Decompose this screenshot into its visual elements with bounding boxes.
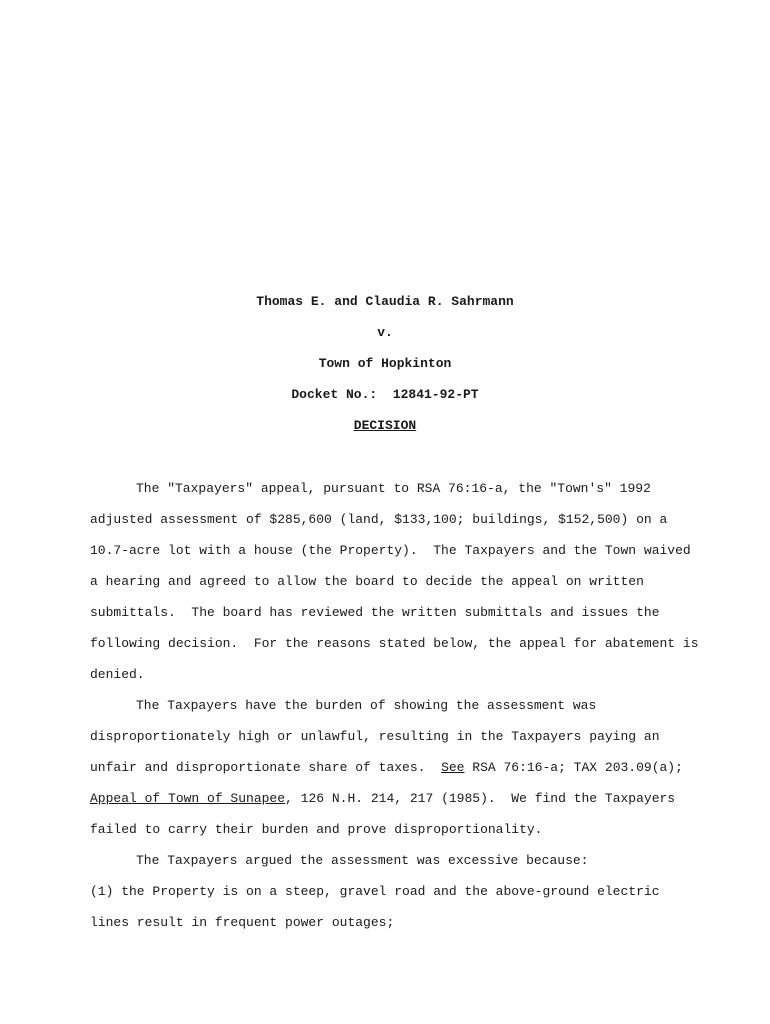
paragraph-2-line-4 xyxy=(90,791,675,807)
paragraph-1-line-5: submittals. The board has reviewed the written submittals and issues the xyxy=(90,605,660,620)
decision-title: DECISION xyxy=(353,418,417,433)
paragraph-1-line-6: following decision. For the reasons stated below, the appeal for abatement is xyxy=(90,636,699,651)
paragraph-2-line-4-end: , 126 N.H. 214, 217 (1985). We find the Taxpayers xyxy=(285,791,676,806)
respondent-name: Town of Hopkinton xyxy=(318,356,452,371)
docket-number: Docket No.: 12841-92-PT xyxy=(291,387,479,402)
paragraph-2-line-3-start: unfair and disproportionate share of taxes. xyxy=(90,760,442,775)
paragraph-1-line-3: 10.7-acre lot with a house (the Property). The Taxpayers and the Town waived xyxy=(90,543,691,558)
paragraph-3-line-3: lines result in frequent power outages; xyxy=(90,915,395,930)
case-parties: Thomas E. and Claudia R. Sahrmann xyxy=(256,294,514,309)
paragraph-2-line-3-end: RSA 76:16-a; TAX 203.09(a); xyxy=(464,760,683,775)
paragraph-1-line-7: denied. xyxy=(90,667,145,682)
case-citation: Appeal of Town of Sunapee xyxy=(90,791,286,806)
paragraph-1-line-1: The "Taxpayers" appeal, pursuant to RSA 76:16-a, the "Town's" 1992 xyxy=(136,481,651,496)
paragraph-3-line-1: The Taxpayers argued the assessment was excessive because: xyxy=(136,853,589,868)
paragraph-3-line-2: (1) the Property is on a steep, gravel road and the above-ground electric xyxy=(90,884,660,899)
see-signal: See xyxy=(441,760,465,775)
versus-label: v. xyxy=(377,325,393,340)
paragraph-2-line-3 xyxy=(90,760,683,776)
paragraph-2-line-2: disproportionately high or unlawful, resulting in the Taxpayers paying an xyxy=(90,729,660,744)
paragraph-2-line-1: The Taxpayers have the burden of showing the assessment was xyxy=(136,698,597,713)
paragraph-1-line-2: adjusted assessment of $285,600 (land, $133,100; buildings, $152,500) on a xyxy=(90,512,668,527)
paragraph-1-line-4: a hearing and agreed to allow the board to decide the appeal on written xyxy=(90,574,644,589)
paragraph-2-line-5: failed to carry their burden and prove disproportionality. xyxy=(90,822,543,837)
